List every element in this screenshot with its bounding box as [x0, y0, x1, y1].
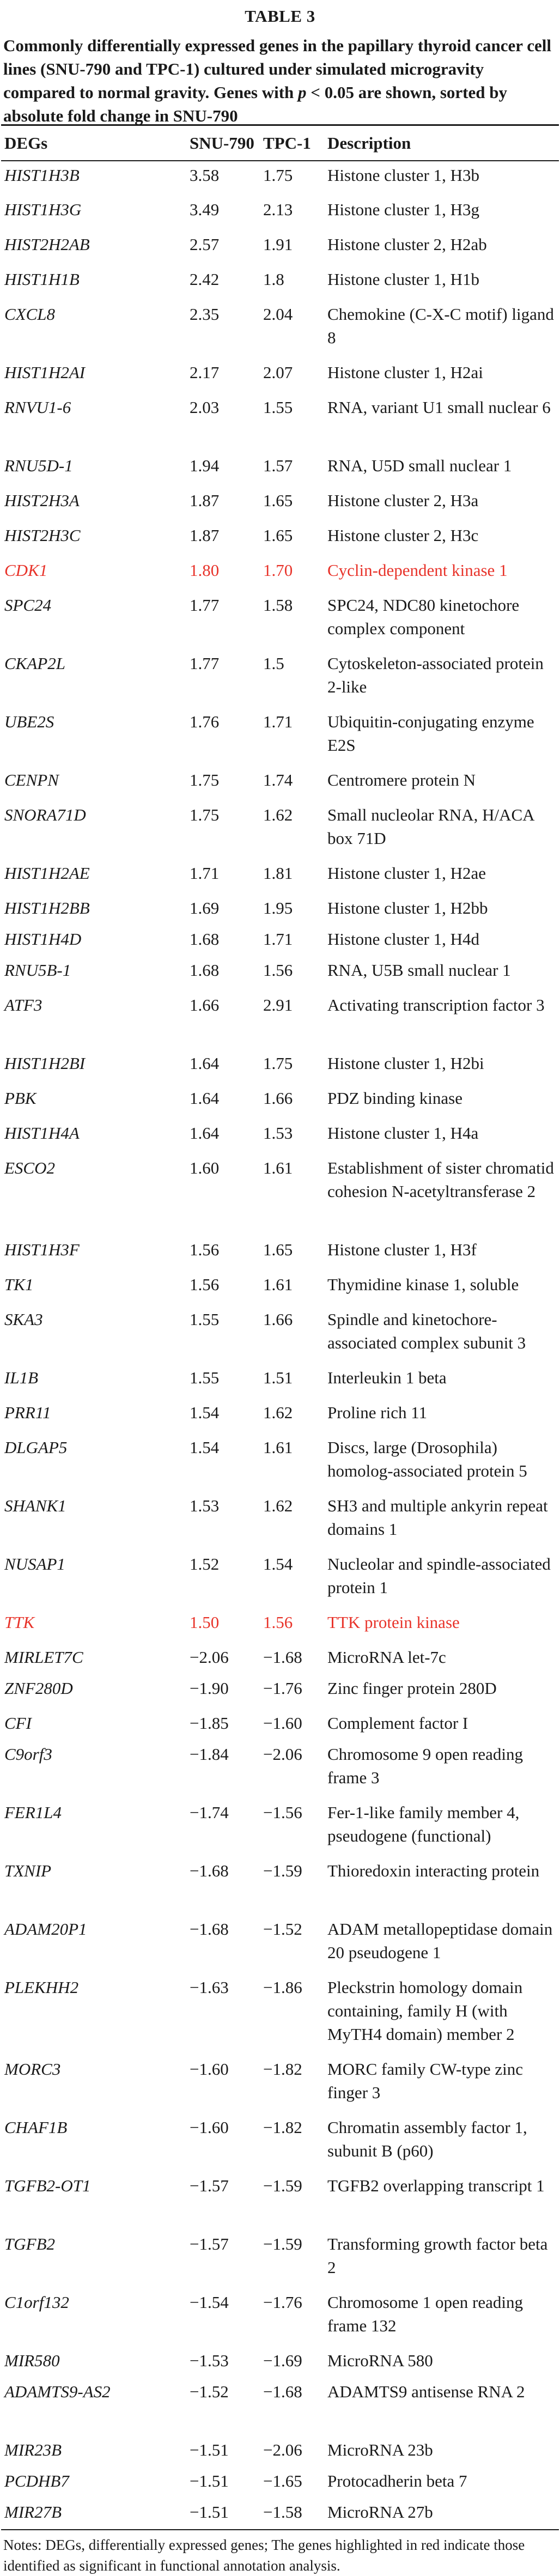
table-row [1, 1433, 559, 1492]
table-row [1, 925, 559, 956]
table-row [1, 2498, 559, 2530]
cell-gene: MIR27B [1, 2498, 186, 2530]
table-row [1, 1154, 559, 1236]
table-row [1, 2172, 559, 2230]
table-row [1, 521, 559, 556]
cell-description: Chromosome 1 open reading frame 132 [327, 2293, 524, 2335]
table-row [1, 452, 559, 487]
cell-snu-790: 1.54 [190, 1438, 220, 1457]
cell-description: MicroRNA let-7c [327, 1648, 446, 1667]
table-row [1, 1236, 559, 1271]
cell-gene: DLGAP5 [4, 1438, 68, 1457]
cell-gene: ESCO2 [4, 1158, 55, 1177]
cell-snu-790: −1.90 [190, 1679, 229, 1698]
table-caption [1, 29, 559, 125]
cell-snu-790: 1.66 [190, 995, 220, 1014]
table-row [1, 1709, 559, 1740]
cell-snu-790: 1.64 [190, 1054, 220, 1073]
cell-description: Transforming growth factor beta 2 [327, 2234, 548, 2277]
cell-tpc-1: 1.65 [263, 491, 293, 510]
cell-snu-790: 1.77 [190, 596, 220, 615]
cell-tpc-1: 1.62 [263, 1403, 293, 1422]
table-row [1, 1550, 559, 1608]
cell-tpc-1: 1.5 [263, 654, 284, 673]
cell-snu-790: −1.57 [190, 2176, 229, 2195]
cell-tpc-1: 2.07 [263, 363, 293, 382]
cell-snu-790: 1.56 [190, 1240, 220, 1259]
cell-description: Histone cluster 2, H3a [327, 491, 479, 510]
table-row [1, 2347, 559, 2378]
cell-description: Discs, large (Drosophila) homolog-associated protein 5 [327, 1438, 527, 1480]
cell-gene: SHANK1 [4, 1496, 66, 1515]
cell-description: Chemokine (C-X-C motif) ligand 8 [327, 305, 554, 347]
cell-snu-790: 1.50 [190, 1613, 220, 1632]
cell-snu-790: 1.60 [190, 1158, 220, 1177]
cell-gene: CFI [4, 1714, 32, 1733]
header-degs: DEGs [1, 126, 186, 161]
cell-snu-790: −1.60 [190, 2059, 229, 2079]
caption-text-before: Commonly differentially expressed genes in the papillary thyroid cancer cell lines (SNU-790 and TPC-1) cultured under simulated microgravity compared to normal gravity. Genes with [3, 36, 552, 102]
cell-snu-790: 2.42 [190, 270, 220, 289]
cell-description: Histone cluster 1, H2bi [327, 1054, 484, 1073]
cell-gene: RNVU1-6 [4, 398, 71, 417]
table-notes: Notes: DEGs, differentially expressed genes; The genes highlighted in red indicate those identified as significant in functional annotation analysis. [3, 2537, 525, 2574]
cell-snu-790: 2.17 [190, 363, 220, 382]
cell-gene: HIST1H1B [4, 270, 80, 289]
cell-description: Histone cluster 1, H2ae [327, 864, 486, 883]
cell-gene: FER1L4 [4, 1803, 62, 1822]
cell-gene: HIST1H4A [4, 1123, 80, 1143]
table-row [1, 2288, 559, 2347]
cell-description: Ubiquitin-conjugating enzyme E2S [327, 712, 534, 755]
cell-description: Activating transcription factor 3 [327, 995, 545, 1014]
cell-description: Fer-1-like family member 4, pseudogene (functional) [327, 1803, 520, 1845]
cell-gene: CKAP2L [4, 654, 65, 673]
header-row [1, 126, 559, 161]
cell-description: Histone cluster 1, H2ai [327, 363, 483, 382]
cell-gene: RNU5B-1 [4, 961, 71, 980]
cell-description: ADAMTS9 antisense RNA 2 [327, 2382, 525, 2401]
cell-description: TTK protein kinase [327, 1613, 460, 1632]
cell-description: Histone cluster 1, H1b [327, 270, 479, 289]
table-row [1, 2378, 559, 2436]
cell-tpc-1: 2.91 [263, 995, 293, 1014]
table-row [1, 708, 559, 766]
cell-tpc-1: 1.71 [263, 712, 293, 731]
cell-gene: HIST1H2BI [4, 1054, 86, 1073]
cell-tpc-1: −1.86 [263, 1978, 302, 1997]
cell-tpc-1: 1.75 [263, 166, 293, 185]
cell-tpc-1: 1.91 [263, 235, 293, 254]
cell-snu-790: −1.68 [190, 1919, 229, 1939]
cell-snu-790: −1.74 [190, 1803, 229, 1822]
table-row [1, 956, 559, 991]
cell-gene: HIST1H3G [4, 200, 82, 219]
cell-gene: RNU5D-1 [4, 456, 73, 475]
cell-gene: HIST1H4D [4, 929, 82, 949]
table-label: TABLE 3 [245, 7, 315, 26]
cell-description: Complement factor I [327, 1714, 468, 1733]
cell-tpc-1: 1.65 [263, 1240, 293, 1259]
cell-tpc-1: −1.59 [263, 2234, 302, 2253]
cell-description: ADAM metallopeptidase domain 20 pseudogene 1 [327, 1919, 553, 1962]
cell-description: RNA, U5B small nuclear 1 [327, 961, 511, 980]
cell-gene: C1orf132 [4, 2293, 69, 2312]
cell-description: Histone cluster 1, H3g [327, 200, 479, 219]
cell-snu-790: −1.51 [190, 2471, 229, 2490]
table-header [1, 126, 559, 161]
cell-gene: TK1 [4, 1275, 34, 1294]
cell-gene: HIST2H3C [4, 526, 81, 545]
cell-snu-790: 2.57 [190, 235, 220, 254]
cell-gene: HIST1H2BB [4, 898, 90, 918]
cell-tpc-1: −1.76 [263, 1679, 302, 1698]
cell-snu-790: −1.60 [190, 2118, 229, 2137]
table-row [1, 2230, 559, 2288]
cell-description: Spindle and kinetochore-associated complex subunit 3 [327, 1310, 526, 1352]
cell-gene: NUSAP1 [4, 1554, 65, 1573]
cell-snu-790: 2.35 [190, 305, 220, 324]
cell-snu-790: 1.64 [190, 1089, 220, 1108]
cell-tpc-1: −1.69 [263, 2351, 302, 2370]
cell-gene: CDK1 [4, 561, 48, 580]
cell-description: Histone cluster 1, H2bb [327, 898, 488, 918]
table-row [1, 1973, 559, 2055]
cell-snu-790: 1.52 [190, 1554, 220, 1573]
table-body [1, 161, 559, 2530]
cell-snu-790: 1.75 [190, 805, 220, 824]
cell-gene: TTK [4, 1613, 35, 1632]
cell-description: Interleukin 1 beta [327, 1368, 447, 1387]
cell-description: MicroRNA 27b [324, 2498, 559, 2530]
table-row [1, 265, 559, 300]
table-row [1, 1643, 559, 1674]
cell-tpc-1: 1.61 [263, 1438, 293, 1457]
table-row [1, 859, 559, 894]
cell-tpc-1: −1.59 [263, 2176, 302, 2195]
cell-snu-790: 1.69 [190, 898, 220, 918]
table-row [1, 487, 559, 521]
cell-tpc-1: −2.06 [263, 2440, 302, 2459]
cell-gene: CENPN [4, 770, 59, 789]
cell-description: Histone cluster 1, H3f [327, 1240, 477, 1259]
table-row [1, 161, 559, 196]
table-row [1, 1857, 559, 1915]
table-row [1, 1608, 559, 1643]
cell-gene: UBE2S [4, 712, 54, 731]
cell-gene: ZNF280D [4, 1679, 73, 1698]
table-row [1, 766, 559, 801]
header-tpc-1: TPC-1 [260, 126, 324, 161]
cell-snu-790: 3.58 [190, 166, 220, 185]
cell-gene: SPC24 [4, 596, 52, 615]
cell-snu-790: 1.87 [190, 491, 220, 510]
cell-gene: HIST1H3F [4, 1240, 80, 1259]
cell-gene: PLEKHH2 [4, 1978, 79, 1997]
cell-snu-790: −1.84 [190, 1745, 229, 1764]
cell-gene: C9orf3 [4, 1745, 52, 1764]
cell-tpc-1: −1.82 [263, 2118, 302, 2137]
cell-snu-790: −1.63 [190, 1978, 229, 1997]
cell-gene: TXNIP [4, 1861, 52, 1880]
cell-tpc-1: 1.75 [263, 1054, 293, 1073]
table-row [1, 393, 559, 452]
cell-gene: TGFB2-OT1 [4, 2176, 91, 2195]
table-row [1, 1740, 559, 1799]
cell-tpc-1: 1.57 [263, 456, 293, 475]
cell-description: Histone cluster 1, H4a [327, 1123, 479, 1143]
cell-snu-790: 1.77 [190, 654, 220, 673]
table-row [1, 230, 559, 265]
cell-snu-790: 1.87 [190, 526, 220, 545]
cell-tpc-1: 1.53 [263, 1123, 293, 1143]
cell-snu-790: 1.56 [190, 1275, 220, 1294]
cell-snu-790: −1.51 [186, 2498, 260, 2530]
cell-snu-790: −1.53 [190, 2351, 229, 2370]
table-row [1, 300, 559, 359]
cell-tpc-1: −1.65 [263, 2471, 302, 2490]
cell-tpc-1: −1.68 [263, 2382, 302, 2401]
table-row [1, 1305, 559, 1364]
table-row [1, 1915, 559, 1973]
cell-snu-790: 2.03 [190, 398, 220, 417]
cell-gene: PRR11 [4, 1403, 51, 1422]
cell-snu-790: 1.55 [190, 1368, 220, 1387]
cell-gene: SKA3 [4, 1310, 43, 1329]
cell-tpc-1: 1.95 [263, 898, 293, 918]
cell-gene: TGFB2 [4, 2234, 55, 2253]
cell-gene: ATF3 [4, 995, 42, 1014]
cell-description: TGFB2 overlapping transcript 1 [327, 2176, 545, 2195]
cell-description: PDZ binding kinase [327, 1089, 462, 1108]
table-row [1, 1049, 559, 1084]
cell-tpc-1: 1.56 [263, 961, 293, 980]
cell-snu-790: −1.57 [190, 2234, 229, 2253]
cell-tpc-1: −2.06 [263, 1745, 302, 1764]
cell-snu-790: 1.75 [190, 770, 220, 789]
cell-description: Zinc finger protein 280D [327, 1679, 497, 1698]
cell-description: Cytoskeleton-associated protein 2-like [327, 654, 544, 696]
table-row [1, 1364, 559, 1399]
cell-tpc-1: −1.82 [263, 2059, 302, 2079]
cell-description: MicroRNA 580 [327, 2351, 433, 2370]
cell-gene: MORC3 [4, 2059, 61, 2079]
cell-tpc-1: 1.74 [263, 770, 293, 789]
cell-description: Chromosome 9 open reading frame 3 [327, 1745, 524, 1787]
cell-description: Chromatin assembly factor 1, subunit B (p60) [327, 2118, 527, 2160]
cell-snu-790: −1.54 [190, 2293, 229, 2312]
cell-tpc-1: −1.56 [263, 1803, 302, 1822]
cell-snu-790: −1.85 [190, 1714, 229, 1733]
table-row [1, 591, 559, 649]
table-row [1, 2055, 559, 2113]
cell-gene: HIST1H2AI [4, 363, 86, 382]
table-row [1, 2467, 559, 2498]
cell-tpc-1: 1.81 [263, 864, 293, 883]
cell-gene: PCDHB7 [4, 2471, 69, 2490]
table-row [1, 1271, 559, 1305]
cell-description: Pleckstrin homology domain containing, family H (with MyTH4 domain) member 2 [327, 1978, 523, 2044]
cell-tpc-1: 1.56 [263, 1613, 293, 1632]
cell-description: Small nucleolar RNA, H/ACA box 71D [327, 805, 534, 848]
table-row [1, 1799, 559, 1857]
cell-gene: ADAMTS9-AS2 [4, 2382, 111, 2401]
cell-tpc-1: 1.62 [263, 805, 293, 824]
cell-tpc-1: −1.52 [263, 1919, 302, 1939]
cell-gene: HIST1H2AE [4, 864, 90, 883]
table-row [1, 1674, 559, 1709]
cell-tpc-1: 1.66 [263, 1310, 293, 1329]
cell-tpc-1: 1.70 [263, 561, 293, 580]
cell-snu-790: 1.94 [190, 456, 220, 475]
cell-gene: MIRLET7C [4, 1648, 83, 1667]
cell-tpc-1: 1.65 [263, 526, 293, 545]
cell-tpc-1: −1.76 [263, 2293, 302, 2312]
cell-gene: IL1B [4, 1368, 38, 1387]
cell-tpc-1: 1.58 [263, 596, 293, 615]
cell-description: Histone cluster 1, H3b [327, 166, 479, 185]
table-row [1, 649, 559, 708]
cell-gene: HIST2H2AB [4, 235, 90, 254]
cell-snu-790: −1.51 [190, 2440, 229, 2459]
cell-gene: MIR580 [4, 2351, 60, 2370]
cell-snu-790: −1.52 [190, 2382, 229, 2401]
caption-text-after: < 0.05 are shown, sorted by absolute fold change in SNU-790 [3, 83, 507, 125]
cell-description: Centromere protein N [327, 770, 476, 789]
cell-gene: ADAM20P1 [4, 1919, 87, 1939]
table-row [1, 359, 559, 393]
table-row [1, 2436, 559, 2467]
cell-description: RNA, U5D small nuclear 1 [327, 456, 512, 475]
cell-snu-790: 1.80 [190, 561, 220, 580]
cell-gene: SNORA71D [4, 805, 86, 824]
header-description: Description [324, 126, 559, 161]
cell-description: SH3 and multiple ankyrin repeat domains 1 [327, 1496, 548, 1539]
cell-description: Histone cluster 2, H2ab [327, 235, 487, 254]
cell-description: RNA, variant U1 small nuclear 6 [327, 398, 551, 417]
cell-tpc-1: −1.58 [260, 2498, 324, 2530]
cell-snu-790: 1.76 [190, 712, 220, 731]
cell-tpc-1: 1.8 [263, 270, 284, 289]
table-row [1, 1119, 559, 1154]
table-row [1, 991, 559, 1049]
table-row [1, 556, 559, 591]
cell-description: Protocadherin beta 7 [327, 2471, 467, 2490]
cell-gene: PBK [4, 1089, 36, 1108]
header-snu-790: SNU-790 [186, 126, 260, 161]
cell-tpc-1: 2.04 [263, 305, 293, 324]
table-row [1, 801, 559, 859]
table-row [1, 196, 559, 230]
cell-snu-790: 1.64 [190, 1123, 220, 1143]
cell-snu-790: 1.68 [190, 961, 220, 980]
cell-gene: HIST2H3A [4, 491, 80, 510]
cell-tpc-1: 1.51 [263, 1368, 293, 1387]
cell-tpc-1: 1.61 [263, 1275, 293, 1294]
table-row [1, 1084, 559, 1119]
cell-snu-790: −1.68 [190, 1861, 229, 1880]
cell-tpc-1: 1.54 [263, 1554, 293, 1573]
cell-snu-790: 1.68 [190, 929, 220, 949]
cell-description: SPC24, NDC80 kinetochore complex component [327, 596, 520, 638]
cell-snu-790: 1.53 [190, 1496, 220, 1515]
cell-snu-790: 1.54 [190, 1403, 220, 1422]
cell-description: Cyclin-dependent kinase 1 [327, 561, 508, 580]
cell-gene: CHAF1B [4, 2118, 68, 2137]
cell-snu-790: 1.71 [190, 864, 220, 883]
cell-gene: HIST1H3B [4, 166, 80, 185]
cell-description: MicroRNA 23b [327, 2440, 433, 2459]
cell-tpc-1: 1.55 [263, 398, 293, 417]
cell-tpc-1: 1.66 [263, 1089, 293, 1108]
cell-tpc-1: 1.62 [263, 1496, 293, 1515]
cell-gene: CXCL8 [4, 305, 56, 324]
cell-tpc-1: −1.68 [263, 1648, 302, 1667]
cell-snu-790: 1.55 [190, 1310, 220, 1329]
table-row [1, 894, 559, 925]
cell-description: Histone cluster 1, H4d [327, 929, 479, 949]
cell-description: MORC family CW-type zinc finger 3 [327, 2059, 524, 2102]
cell-tpc-1: 2.13 [263, 200, 293, 219]
cell-tpc-1: −1.60 [263, 1714, 302, 1733]
cell-tpc-1: 1.71 [263, 929, 293, 949]
cell-description: Thymidine kinase 1, soluble [327, 1275, 519, 1294]
table-row [1, 1399, 559, 1433]
table-row [1, 1492, 559, 1550]
cell-description: Histone cluster 2, H3c [327, 526, 479, 545]
caption-p-symbol: p [298, 83, 307, 102]
cell-description: Thioredoxin interacting protein [327, 1861, 540, 1880]
cell-description: Proline rich 11 [327, 1403, 428, 1422]
cell-gene: MIR23B [4, 2440, 62, 2459]
table-row [1, 2113, 559, 2172]
cell-snu-790: 3.49 [190, 200, 220, 219]
cell-description: Establishment of sister chromatid cohesion N-acetyltransferase 2 [327, 1158, 554, 1201]
cell-description: Nucleolar and spindle-associated protein 1 [327, 1554, 551, 1597]
cell-snu-790: −2.06 [190, 1648, 229, 1667]
cell-tpc-1: −1.59 [263, 1861, 302, 1880]
degs-table [1, 126, 559, 2530]
cell-tpc-1: 1.61 [263, 1158, 293, 1177]
